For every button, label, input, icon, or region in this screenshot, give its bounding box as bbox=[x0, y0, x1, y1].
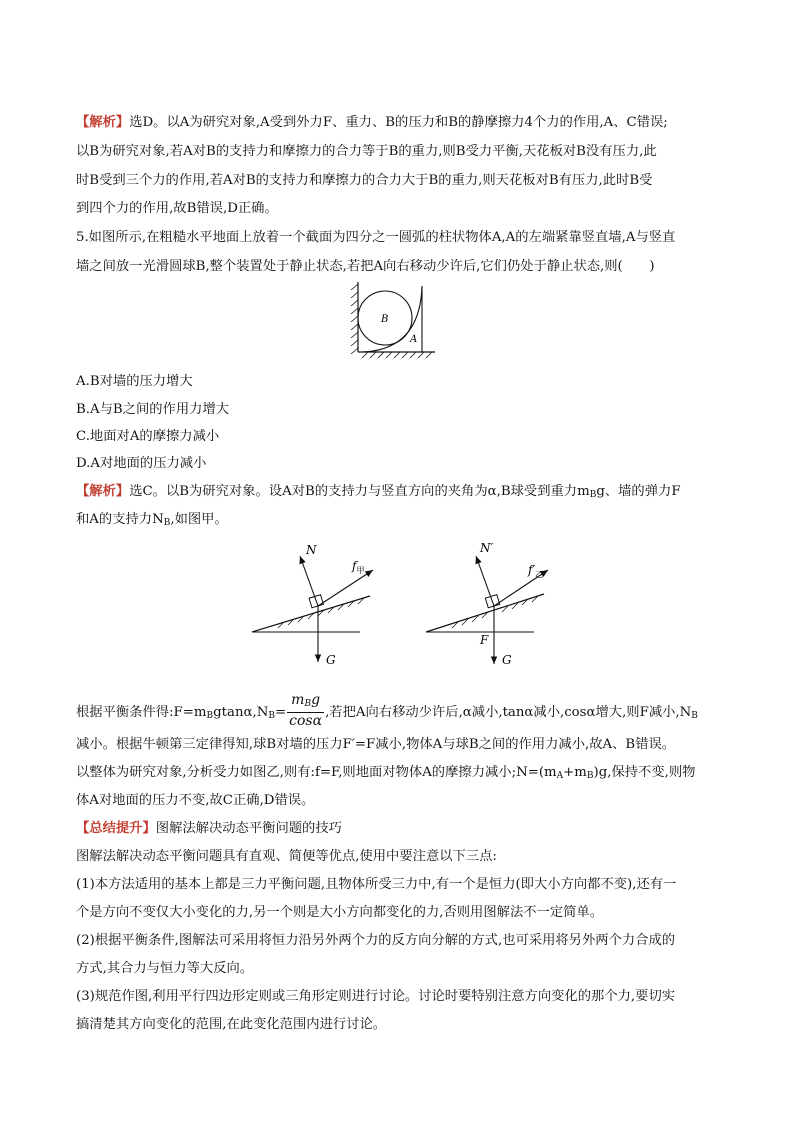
balance-line1: 根据平衡条件得$:F=m_Bgtan\alpha,N_B=$ $\frac{m_Bg}{\cos\alpha}$ ,若把A向右移动少许后,α减小,tanα减小,cosα增大,则F减小$,N_B$ bbox=[76, 692, 698, 729]
summary-p1-line1: (1)本方法适用的基本上都是三力平衡问题,且物体所受三力中,有一个是恒力(即大小方向都不变),还有一 bbox=[76, 877, 677, 892]
force-f-label-right: F bbox=[480, 633, 489, 647]
friction-label-right: $f'_乙$ bbox=[528, 563, 544, 579]
summary-p2-line1: (2)根据平衡条件,图解法可采用将恒力沿另外两个力的反方向分解的方式,也可采用将另外两个力合成的 bbox=[76, 933, 676, 948]
summary-p3-line2: 搞清楚其方向变化的范围,在此变化范围内进行讨论。 bbox=[76, 1017, 387, 1032]
analysis1-line2: 以B为研究对象,若A对B的支持力和摩擦力的合力等于B的重力,则B受力平衡,天花板对B没有压力,此 bbox=[76, 144, 657, 159]
question5-line1: 5.如图所示,在粗糙水平地面上放着一个截面为四分之一圆弧的柱状物体A,A的左端紧靠竖直墙,A与竖直 bbox=[76, 230, 676, 245]
analysis2-line1: 【解析】选C。以B为研究对象。设A对B的支持力与竖直方向的夹角为α,B球受到重力$m_Bg$、墙的弹力F bbox=[76, 484, 681, 500]
gravity-label-left: G bbox=[326, 653, 336, 667]
analysis-tag: 【解析】 bbox=[76, 115, 130, 130]
summary-tag: 【总结提升】 bbox=[76, 821, 156, 836]
gravity-label-right: G bbox=[502, 653, 512, 667]
block-a-label: A bbox=[410, 334, 418, 345]
option-d: D.A对地面的压力减小 bbox=[76, 456, 207, 471]
balance-line4: 体A对地面的压力不变,故C正确,D错误。 bbox=[76, 793, 315, 808]
option-a: A.B对墙的压力增大 bbox=[76, 374, 193, 389]
analysis1-line4: 到四个力的作用,故B错误,D正确。 bbox=[76, 201, 278, 216]
balance-line2: 减小。根据牛顿第三定律得知,球B对墙的压力F′=F减小,物体A与球B之间的作用力减小,故A、B错误。 bbox=[76, 737, 676, 752]
summary-p1-line2: 个是方向不变仅大小变化的力,另一个则是大小方向都变化的力,否则用图解法不一定简单。 bbox=[76, 905, 604, 920]
friction-label-left: $f_甲$ bbox=[352, 559, 365, 575]
summary-p3-line1: (3)规范作图,利用平行四边形定则或三角形定则进行讨论。讨论时要特别注意方向变化的那个力,要切实 bbox=[76, 989, 676, 1004]
summary-heading: 【总结提升】图解法解决动态平衡问题的技巧 bbox=[76, 821, 342, 836]
force-diagram-left bbox=[248, 538, 408, 673]
summary-p2-line2: 方式,其合力与恒力等大反向。 bbox=[76, 961, 254, 976]
balance-line3: 以整体为研究对象,分析受力如图乙,则有:f=F,则地面对物体A的摩擦力减小$;N=(m_A+m_B)g$,保持不变,则物 bbox=[76, 765, 696, 781]
force-diagram-right bbox=[422, 536, 582, 673]
option-c: C.地面对A的摩擦力减小 bbox=[76, 429, 220, 444]
option-b: B.A与B之间的作用力增大 bbox=[76, 402, 230, 417]
normal-label-right: N′ bbox=[480, 541, 494, 555]
fraction: $\frac{m_Bg}{\cos\alpha}$ bbox=[289, 692, 323, 729]
question5-figure bbox=[350, 280, 440, 360]
analysis2-line2: 和A的支持力$N_B$,如图甲。 bbox=[76, 512, 228, 528]
question5-line2: 墙之间放一光滑圆球B,整个装置处于静止状态,若把A向右移动少许后,它们仍处于静止状态,则( ) bbox=[76, 259, 655, 274]
normal-label-left: N bbox=[306, 543, 317, 557]
ball-b-label: B bbox=[381, 314, 389, 325]
analysis1-line3: 时B受到三个力的作用,若A对B的支持力和摩擦力的合力大于B的重力,则天花板对B有压力,此时B受 bbox=[76, 173, 653, 188]
summary-intro: 图解法解决动态平衡问题具有直观、简便等优点,使用中要注意以下三点: bbox=[76, 849, 497, 864]
analysis-tag: 【解析】 bbox=[76, 484, 130, 499]
analysis1-line1: 【解析】选D。以A为研究对象,A受到外力F、重力、B的压力和B的静摩擦力4个力的作用,A、C错误; bbox=[76, 115, 668, 130]
